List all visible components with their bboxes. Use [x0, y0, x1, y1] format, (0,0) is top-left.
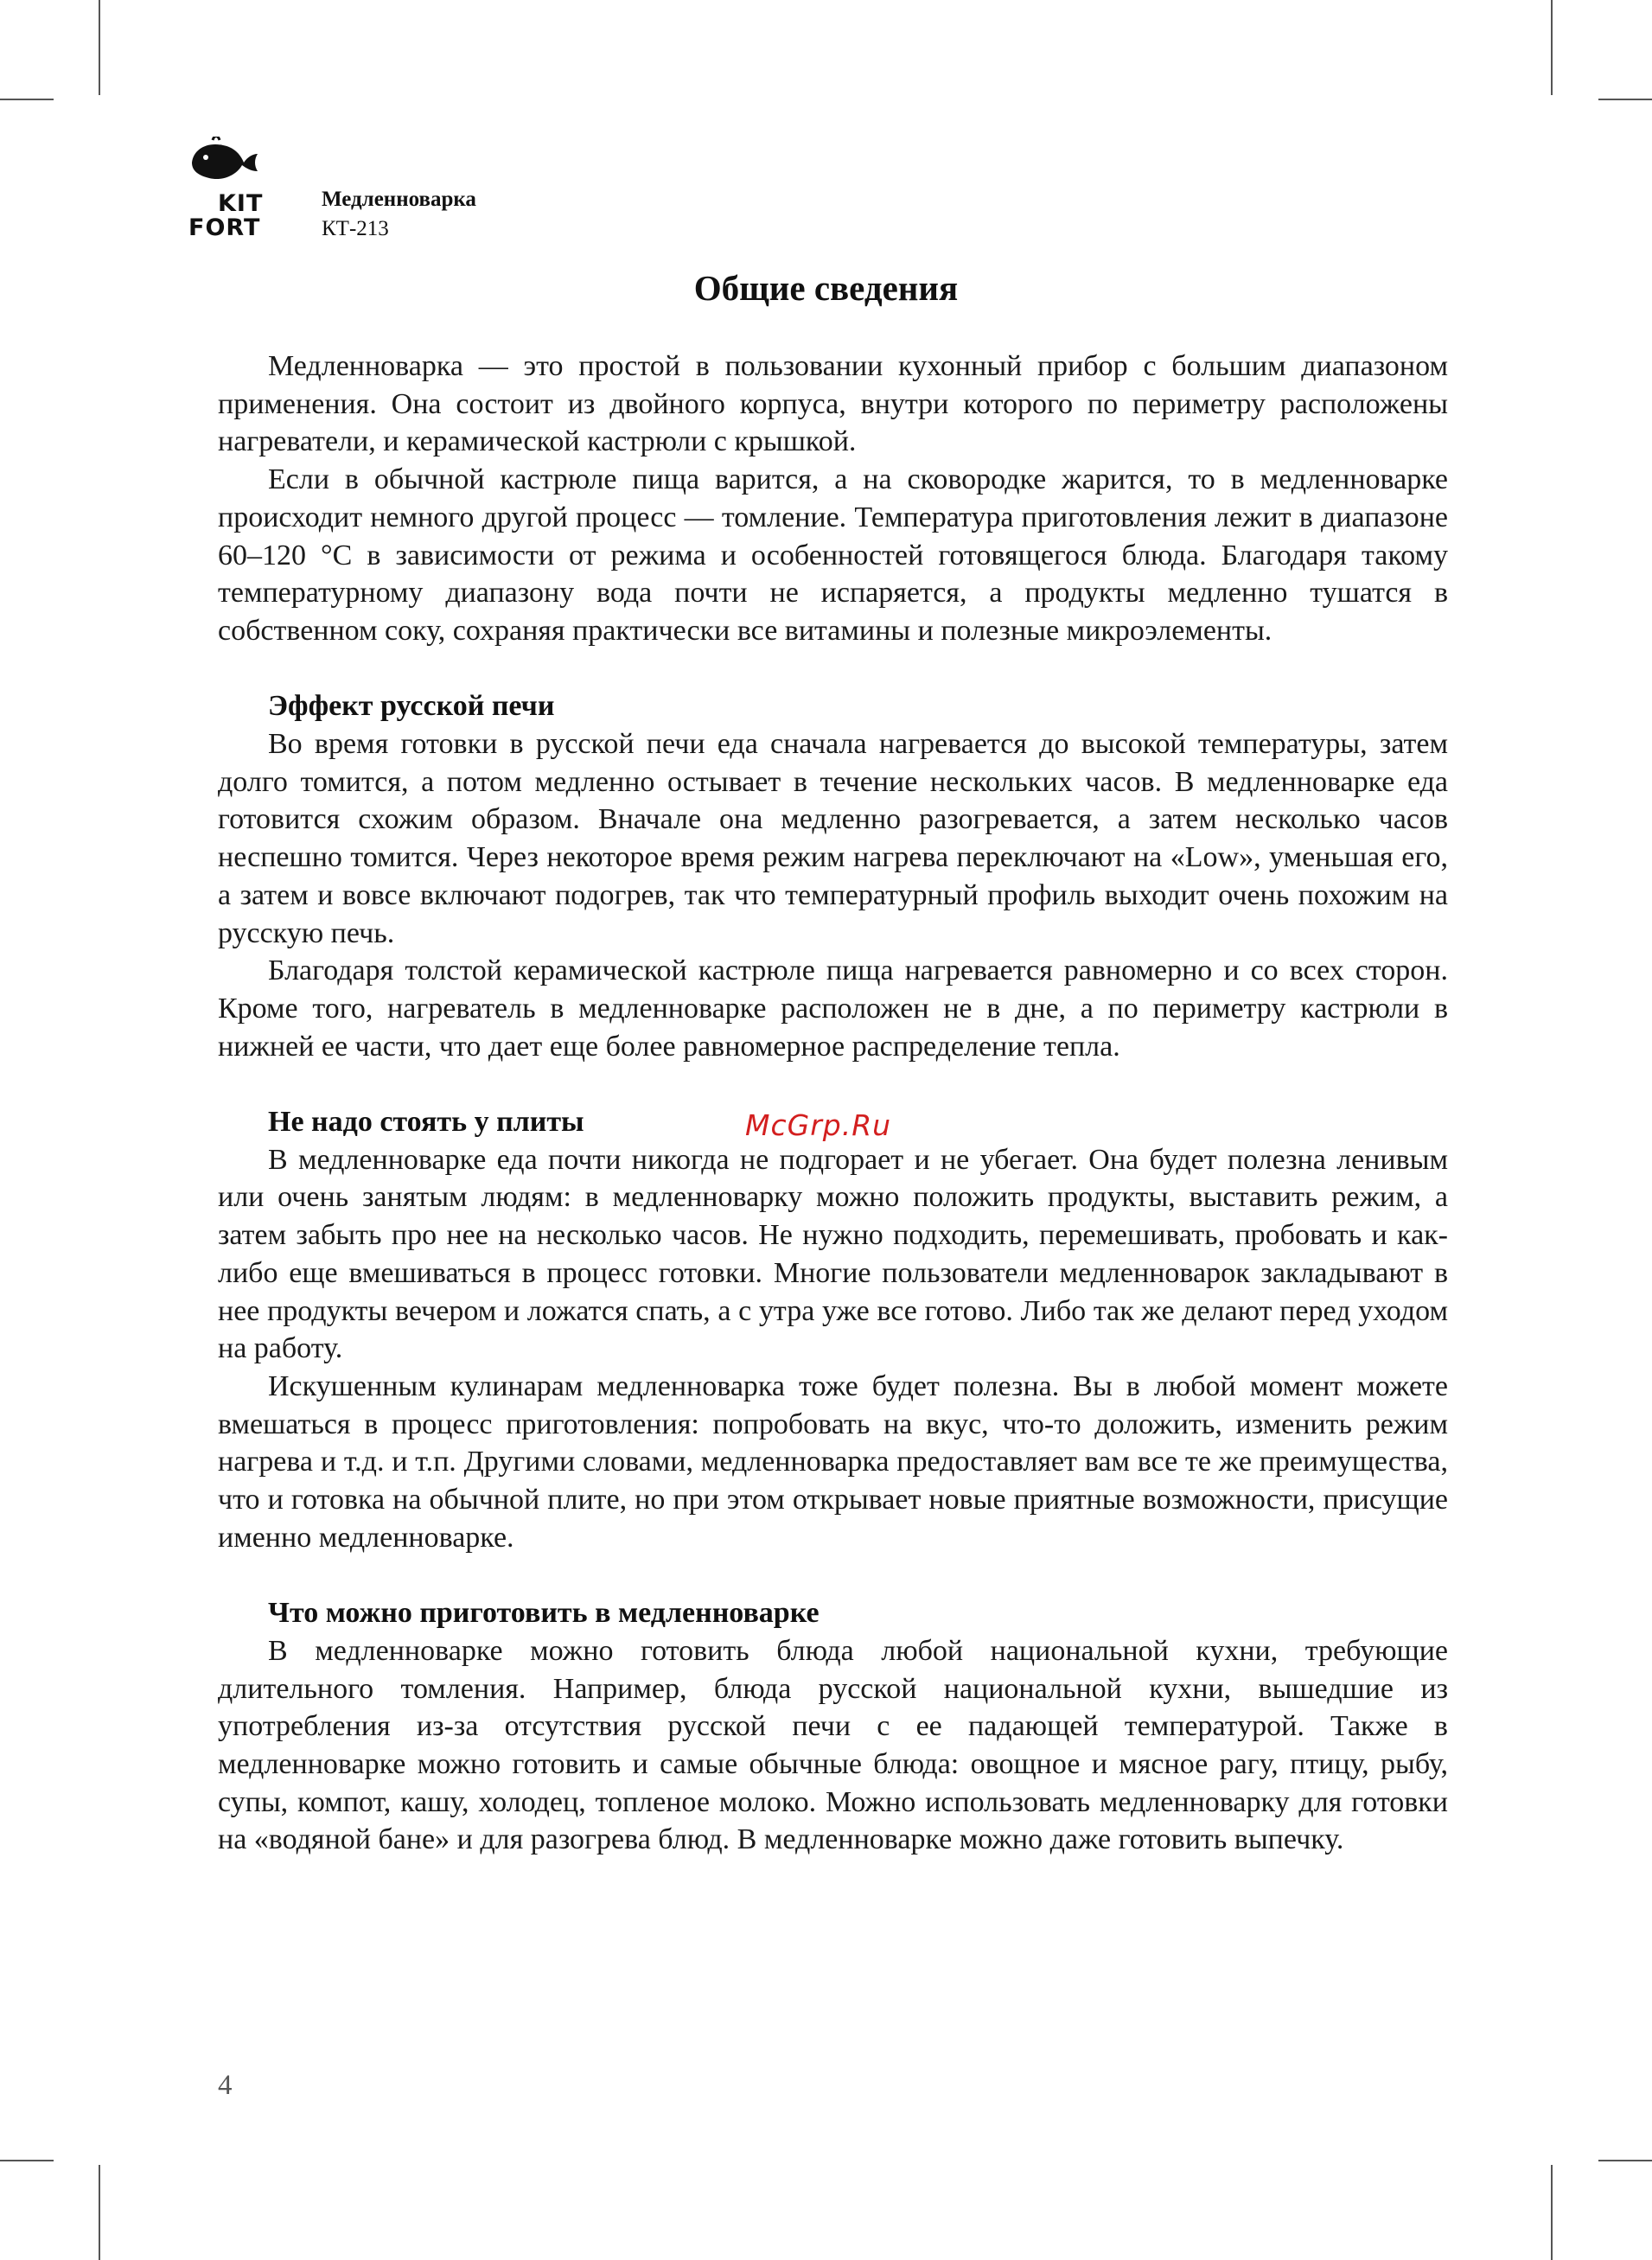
- crop-mark: [0, 99, 54, 100]
- paragraph: Искушенным кулинарам медленноварка тоже будет полезна. Вы в любой момент можете вмешаться в процесс приготовления: попробовать на вкус, что-то доложить, изменить режим нагрева и т.д. и т.п. Другими словами, медленноварка предоставляет вам все те же преимущества, что и готовка на обычной плите, но при этом открывает новые приятные возможности, присущие именно медленноварке.: [218, 1369, 1448, 1554]
- crop-mark: [1598, 99, 1652, 100]
- paragraph: В медленноварке еда почти никогда не подгорает и не убегает. Она будет полезна ленивым или очень занятым людям: в медленноварку можно положить продукты, выставить режим, а затем забыть про нее на несколько часов. Не нужно подходить, перемешивать, пробовать и как-либо еще вмешиваться в процесс готовки. Многие пользователи медленноварок закладывают в нее продукты вечером и ложатся спать, а с утра уже все готово. Либо так же делают перед уходом на работу.: [218, 1143, 1448, 1365]
- watermark: McGrp.Ru: [745, 1108, 892, 1142]
- crop-mark: [0, 2160, 54, 2161]
- crop-mark: [1551, 2165, 1553, 2260]
- section-intro: [218, 348, 1448, 650]
- section-no-stove: [218, 1103, 1448, 1556]
- paragraph: Если в обычной кастрюле пища варится, а на сковородке жарится, то в медленноварке происходит немного другой процесс — томление. Температура приготовления лежит в диапазоне 60–120 °C в зависимости от режима и особенностей готовящегося блюда. Благодаря такому температурному диапазону вода почти не испаряется, а продукты медленно тушатся в собственном соку, сохраняя практически все витамины и полезные микроэлементы.: [218, 463, 1448, 647]
- crop-mark: [1598, 2160, 1652, 2161]
- header-product: Медленноварка: [322, 188, 476, 211]
- page-number: 4: [218, 2070, 233, 2101]
- whale-icon: [188, 137, 266, 188]
- page-title: Общие сведения: [693, 268, 959, 308]
- paragraph: Во время готовки в русской печи еда сначала нагревается до высокой температуры, затем долго томится, а потом медленно остывает в течение нескольких часов. В медленноварке еда готовится схожим образом. Вначале она медленно разогревается, а затем несколько часов неспешно томится. Через некоторое время режим нагрева переключают на «Low», уменьшая его, а затем и вовсе включают подогрев, так что температурный профиль выходит очень похожим на русскую печь.: [218, 728, 1448, 949]
- crop-mark: [1551, 0, 1553, 95]
- logo-line-2: FORT: [188, 214, 261, 241]
- crop-mark: [99, 2165, 100, 2260]
- crop-mark: [99, 0, 100, 95]
- body-text: [218, 348, 1448, 1859]
- paragraph: Медленноварка — это простой в пользовании кухонный прибор с большим диапазоном применения. Она состоит из двойного корпуса, внутри которого по периметру расположены нагреватели, и керамической кастрюли с крышкой.: [218, 350, 1448, 458]
- header-model: КТ-213: [322, 217, 389, 240]
- section-heading: Не надо стоять у плиты: [268, 1106, 584, 1139]
- running-header: [322, 185, 476, 244]
- logo-line-1: KIT: [218, 190, 264, 217]
- paragraph: В медленноварке можно готовить блюда любой национальной кухни, требующие длительного томления. Например, блюда русской национальной кухни, вышедшие из употребления из-за отсутствия русской печи с ее падающей температурой. Также в медленноварке можно готовить и самые обычные блюда: овощное и мясное рагу, птицу, рыбу, супы, компот, кашу, холодец, топленое молоко. Можно использовать медленноварку для готовки на «водяной бане» и для разогрева блюд. В медленноварке можно даже готовить выпечку.: [218, 1634, 1448, 1856]
- kitfort-logo: [188, 137, 301, 240]
- section-russian-oven: [218, 687, 1448, 1065]
- section-heading: Что можно приготовить в медленноварке: [268, 1597, 820, 1630]
- section-heading: Эффект русской печи: [268, 690, 555, 723]
- logo-wordmark: [188, 190, 264, 241]
- paragraph: Благодаря толстой керамической кастрюле пища нагревается равномерно и со всех сторон. Кроме того, нагреватель в медленноварке расположен не в дне, а по периметру кастрюли в нижней ее части, что дает еще более равномерное распределение тепла.: [218, 954, 1448, 1063]
- section-what-to-cook: [218, 1594, 1448, 1859]
